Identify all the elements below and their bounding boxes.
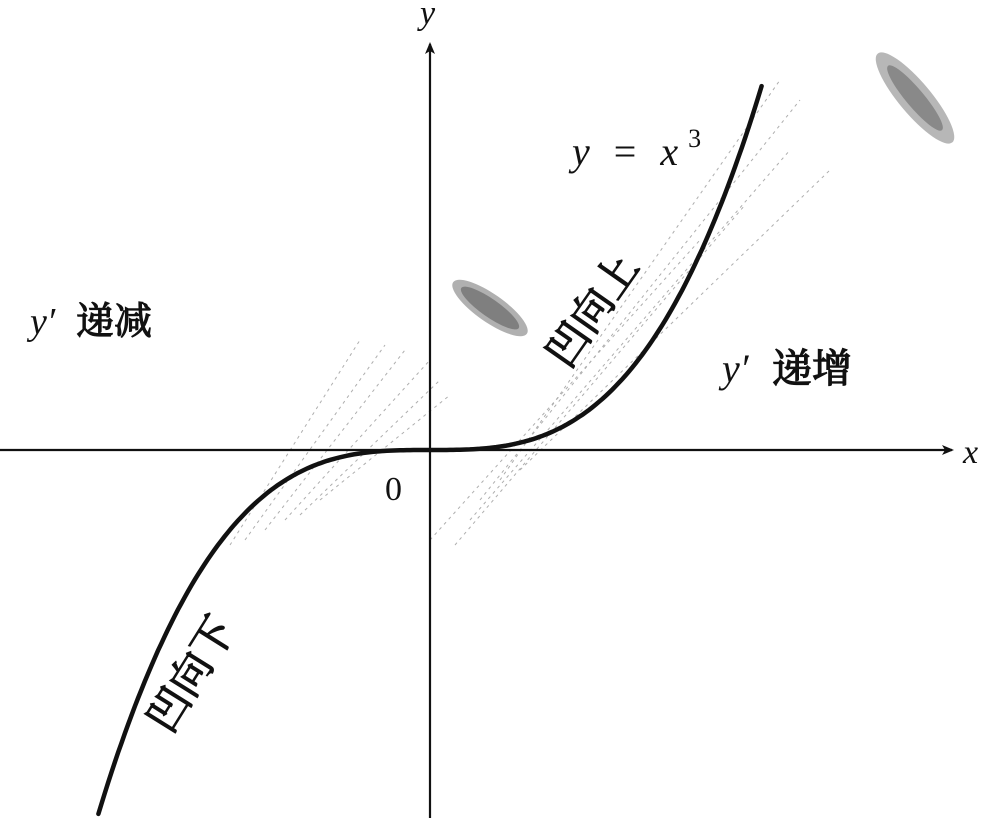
curve-label-exponent: 3 xyxy=(688,124,702,153)
left-region-text: 递减 xyxy=(76,299,153,343)
curve-label-lhs: y xyxy=(572,129,590,174)
right-region-prime: y′ xyxy=(722,346,749,391)
left-region-prime: y′ xyxy=(30,301,56,343)
curve-label-eq: = xyxy=(613,129,637,174)
tangent-hatching-left xyxy=(230,340,450,545)
y-axis-label: y xyxy=(420,0,436,32)
curve-label-base: x xyxy=(660,129,679,174)
concave-up-label: 凹向上 xyxy=(536,244,649,376)
left-region-annotation xyxy=(26,299,152,343)
right-region-text: 递增 xyxy=(772,346,852,392)
right-region-annotation xyxy=(718,346,852,392)
x-axis-label: x xyxy=(963,434,979,471)
curve-label xyxy=(568,124,701,174)
scan-smudge-corner xyxy=(865,43,964,152)
scan-smudge-center xyxy=(445,271,535,346)
concave-down-label: 凹向下 xyxy=(136,607,246,741)
origin-label: 0 xyxy=(385,471,402,508)
